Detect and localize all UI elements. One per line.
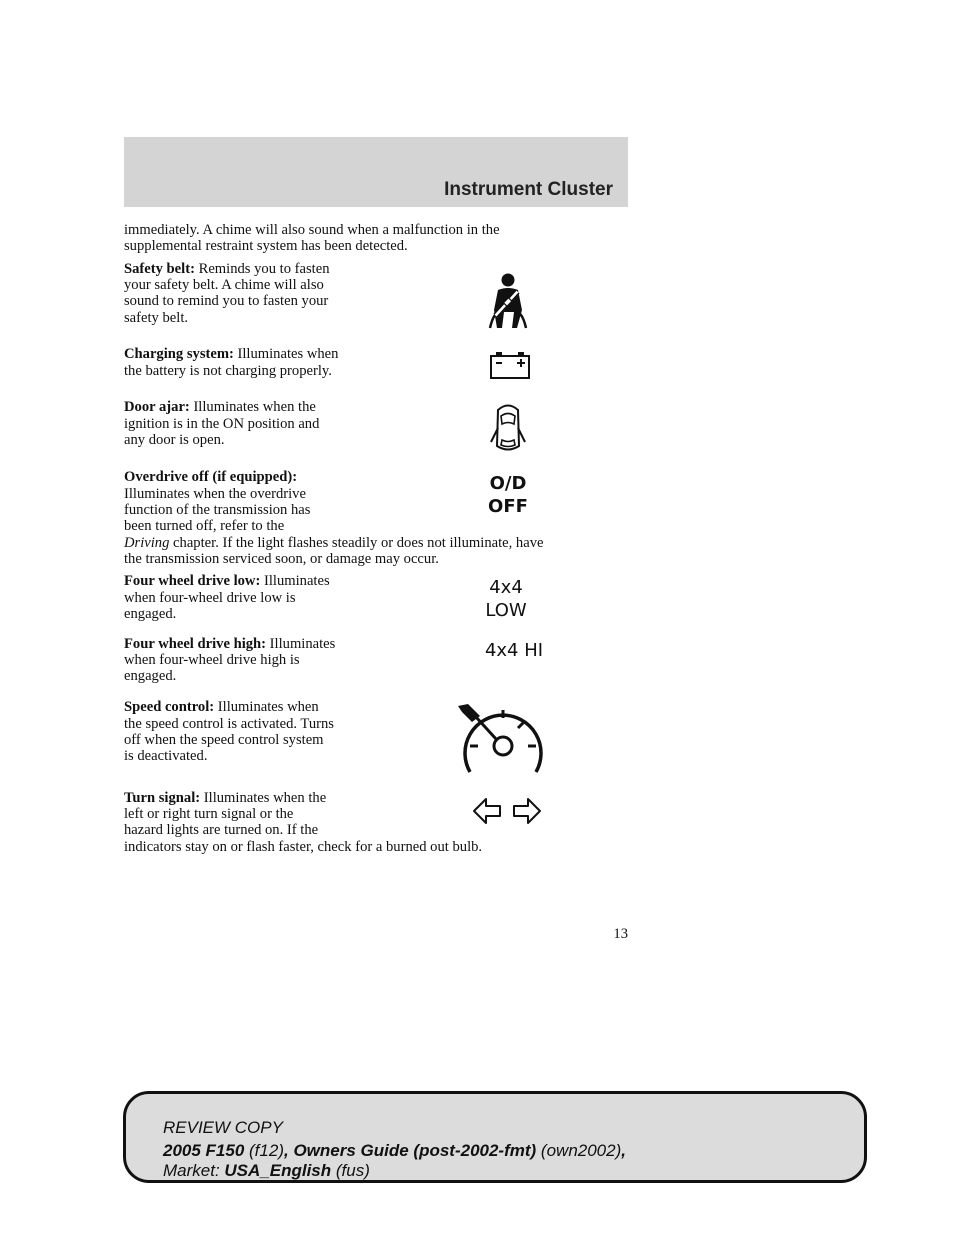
safety-belt-text-2: your safety belt. A chime will also — [124, 277, 324, 293]
overdrive-text-6: the transmission serviced soon, or damage may occur. — [124, 551, 439, 567]
door-ajar-text-3: any door is open. — [124, 432, 225, 448]
speed-control-text-3: off when the speed control system — [124, 732, 324, 748]
four-high-text-1: Four wheel drive high: Illuminates — [124, 636, 336, 652]
page-number: 13 — [613, 926, 628, 942]
speed-control-text-4: is deactivated. — [124, 748, 208, 764]
turn-signal-text-1: Turn signal: Illuminates when the — [124, 790, 327, 806]
safety-belt-label: Safety belt: — [124, 261, 195, 277]
turn-signal-arrows-icon — [472, 796, 544, 828]
four-low-icon: 4x4 LOW — [485, 577, 527, 621]
turn-signal-text-4: indicators stay on or flash faster, check for a burned out bulb. — [124, 839, 483, 855]
safety-belt-text-1: Safety belt: Reminds you to fasten — [124, 261, 330, 277]
door-ajar-label: Door ajar: — [124, 399, 190, 415]
door-ajar-text-2: ignition is in the ON position and — [124, 416, 320, 432]
footer-market-line: Market: USA_English (fus) — [163, 1161, 370, 1180]
review-copy-footer — [123, 1091, 867, 1183]
section-title: Instrument Cluster — [444, 179, 613, 200]
door-ajar-text-1: Door ajar: Illuminates when the — [124, 399, 316, 415]
overdrive-label: Overdrive off (if equipped): — [124, 469, 298, 485]
four-low-text-3: engaged. — [124, 606, 177, 622]
four-high-label: Four wheel drive high: — [124, 636, 267, 652]
intro-line-1: immediately. A chime will also sound when a malfunction in the — [124, 222, 500, 238]
four-low-text-1: Four wheel drive low: Illuminates — [124, 573, 330, 589]
door-ajar-icon — [490, 402, 526, 456]
speed-control-label: Speed control: — [124, 699, 215, 715]
section-header — [124, 137, 628, 207]
speed-control-text-1: Speed control: Illuminates when — [124, 699, 319, 715]
four-low-text-2: when four-wheel drive low is — [124, 590, 296, 606]
four-low-label: Four wheel drive low: — [124, 573, 261, 589]
seatbelt-icon — [482, 272, 530, 332]
speed-control-text-2: the speed control is activated. Turns — [124, 716, 334, 732]
overdrive-text-1 — [124, 469, 297, 485]
footer-model-line: 2005 F150 (f12), Owners Guide (post-2002-fmt) (own2002), — [163, 1141, 626, 1160]
overdrive-text-4: been turned off, refer to the — [124, 518, 285, 534]
turn-signal-text-2: left or right turn signal or the — [124, 806, 294, 822]
safety-belt-text-3: sound to remind you to fasten your — [124, 293, 329, 309]
charging-text-1: Charging system: Illuminates when — [124, 346, 339, 362]
four-high-icon: 4x4 HI — [484, 640, 544, 661]
charging-label: Charging system: — [124, 346, 234, 362]
turn-signal-text-3: hazard lights are turned on. If the — [124, 822, 319, 838]
four-high-text-3: engaged. — [124, 668, 177, 684]
overdrive-text-3: function of the transmission has — [124, 502, 311, 518]
safety-belt-text-4: safety belt. — [124, 310, 189, 326]
review-copy-label: REVIEW COPY — [163, 1118, 283, 1137]
intro-line-2: supplemental restraint system has been detected. — [124, 238, 408, 254]
four-high-text-2: when four-wheel drive high is — [124, 652, 300, 668]
charging-text-2: the battery is not charging properly. — [124, 363, 332, 379]
turn-signal-label: Turn signal: — [124, 790, 201, 806]
overdrive-off-icon: O/D OFF — [488, 473, 528, 517]
overdrive-text-5: Driving chapter. If the light flashes steadily or does not illuminate, have — [124, 535, 544, 551]
speedometer-icon — [456, 700, 546, 780]
overdrive-text-2: Illuminates when the overdrive — [124, 486, 306, 502]
battery-icon — [489, 350, 533, 380]
